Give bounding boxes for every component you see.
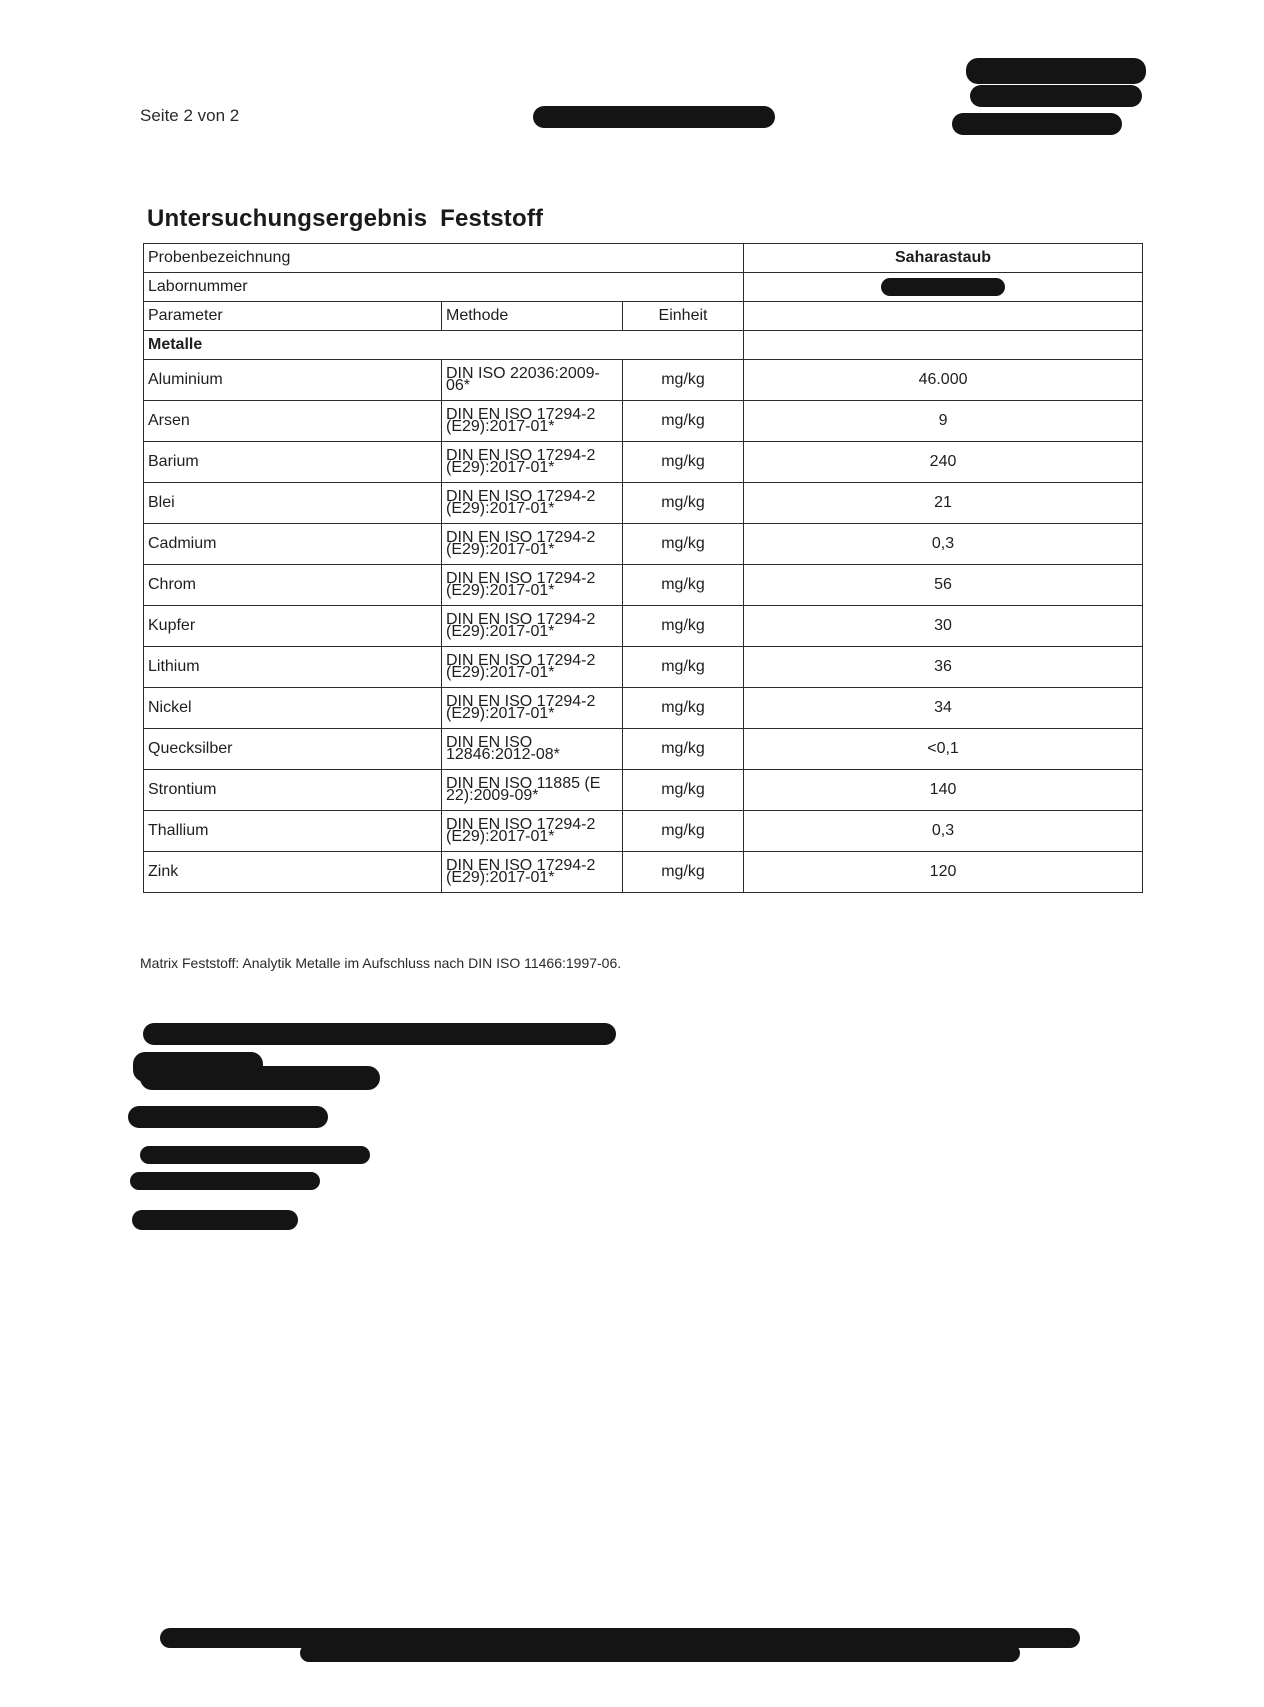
value-cell: <0,1 bbox=[744, 729, 1143, 770]
method-cell: DIN EN ISO 17294-2 (E29):2017-01* bbox=[442, 401, 623, 442]
labnumber-value bbox=[744, 273, 1143, 302]
method-cell: DIN EN ISO 17294-2 (E29):2017-01* bbox=[442, 565, 623, 606]
redaction-mark bbox=[300, 1644, 1020, 1662]
labnumber-label: Labornummer bbox=[144, 273, 744, 302]
section-row bbox=[144, 331, 1143, 360]
param-cell: Barium bbox=[144, 442, 442, 483]
unit-cell: mg/kg bbox=[623, 811, 744, 852]
value-cell: 56 bbox=[744, 565, 1143, 606]
labnumber-row bbox=[144, 273, 1143, 302]
sample-value: Saharastaub bbox=[744, 244, 1143, 273]
unit-cell: mg/kg bbox=[623, 565, 744, 606]
value-cell: 21 bbox=[744, 483, 1143, 524]
method-cell: DIN EN ISO 17294-2 (E29):2017-01* bbox=[442, 852, 623, 893]
value-cell: 0,3 bbox=[744, 524, 1143, 565]
page-number: Seite 2 von 2 bbox=[140, 106, 240, 125]
redaction-mark bbox=[132, 1210, 298, 1230]
param-cell: Zink bbox=[144, 852, 442, 893]
method-cell: DIN EN ISO 17294-2 (E29):2017-01* bbox=[442, 811, 623, 852]
redaction-mark bbox=[128, 1106, 328, 1128]
table-row bbox=[144, 647, 1143, 688]
unit-cell: mg/kg bbox=[623, 360, 744, 401]
value-cell: 30 bbox=[744, 606, 1143, 647]
section-value bbox=[744, 331, 1143, 360]
param-cell: Kupfer bbox=[144, 606, 442, 647]
unit-cell: mg/kg bbox=[623, 483, 744, 524]
column-header-method: Methode bbox=[442, 302, 623, 331]
value-cell: 9 bbox=[744, 401, 1143, 442]
method-cell: DIN EN ISO 17294-2 (E29):2017-01* bbox=[442, 606, 623, 647]
method-cell: DIN EN ISO 17294-2 (E29):2017-01* bbox=[442, 524, 623, 565]
document-title: Untersuchungsergebnis Feststoff bbox=[147, 205, 544, 232]
value-cell: 36 bbox=[744, 647, 1143, 688]
param-cell: Chrom bbox=[144, 565, 442, 606]
value-cell: 240 bbox=[744, 442, 1143, 483]
redaction-mark bbox=[952, 113, 1122, 135]
value-cell: 46.000 bbox=[744, 360, 1143, 401]
column-header-value bbox=[744, 302, 1143, 331]
value-cell: 34 bbox=[744, 688, 1143, 729]
unit-cell: mg/kg bbox=[623, 524, 744, 565]
footnote: Matrix Feststoff: Analytik Metalle im Aufschluss nach DIN ISO 11466:1997-06. bbox=[140, 955, 622, 971]
table-row bbox=[144, 401, 1143, 442]
redaction-mark bbox=[881, 278, 1005, 296]
sample-row bbox=[144, 244, 1143, 273]
unit-cell: mg/kg bbox=[623, 606, 744, 647]
value-cell: 0,3 bbox=[744, 811, 1143, 852]
redaction-mark bbox=[970, 85, 1142, 107]
redaction-mark bbox=[140, 1146, 370, 1164]
param-cell: Cadmium bbox=[144, 524, 442, 565]
sample-label: Probenbezeichnung bbox=[144, 244, 744, 273]
table-row bbox=[144, 524, 1143, 565]
redaction-mark bbox=[966, 58, 1146, 84]
unit-cell: mg/kg bbox=[623, 647, 744, 688]
unit-cell: mg/kg bbox=[623, 401, 744, 442]
method-cell: DIN EN ISO 17294-2 (E29):2017-01* bbox=[442, 442, 623, 483]
table-row bbox=[144, 770, 1143, 811]
results-table bbox=[143, 243, 1143, 893]
table-row bbox=[144, 565, 1143, 606]
column-header-unit: Einheit bbox=[623, 302, 744, 331]
redaction-mark bbox=[533, 106, 775, 128]
unit-cell: mg/kg bbox=[623, 852, 744, 893]
unit-cell: mg/kg bbox=[623, 770, 744, 811]
table-row bbox=[144, 360, 1143, 401]
param-cell: Blei bbox=[144, 483, 442, 524]
table-row bbox=[144, 606, 1143, 647]
param-cell: Arsen bbox=[144, 401, 442, 442]
section-label: Metalle bbox=[144, 331, 744, 360]
unit-cell: mg/kg bbox=[623, 688, 744, 729]
table-row bbox=[144, 729, 1143, 770]
method-cell: DIN EN ISO 17294-2 (E29):2017-01* bbox=[442, 647, 623, 688]
param-cell: Thallium bbox=[144, 811, 442, 852]
value-cell: 120 bbox=[744, 852, 1143, 893]
unit-cell: mg/kg bbox=[623, 442, 744, 483]
param-cell: Nickel bbox=[144, 688, 442, 729]
method-cell: DIN EN ISO 12846:2012-08* bbox=[442, 729, 623, 770]
value-cell: 140 bbox=[744, 770, 1143, 811]
table-row bbox=[144, 483, 1143, 524]
column-header-parameter: Parameter bbox=[144, 302, 442, 331]
param-cell: Strontium bbox=[144, 770, 442, 811]
table-row bbox=[144, 688, 1143, 729]
method-cell: DIN EN ISO 17294-2 (E29):2017-01* bbox=[442, 483, 623, 524]
param-cell: Quecksilber bbox=[144, 729, 442, 770]
column-header-row bbox=[144, 302, 1143, 331]
table-row bbox=[144, 852, 1143, 893]
table-row bbox=[144, 811, 1143, 852]
param-cell: Aluminium bbox=[144, 360, 442, 401]
method-cell: DIN EN ISO 17294-2 (E29):2017-01* bbox=[442, 688, 623, 729]
method-cell: DIN ISO 22036:2009-06* bbox=[442, 360, 623, 401]
method-cell: DIN EN ISO 11885 (E 22):2009-09* bbox=[442, 770, 623, 811]
table-row bbox=[144, 442, 1143, 483]
param-cell: Lithium bbox=[144, 647, 442, 688]
redaction-mark bbox=[143, 1023, 616, 1045]
redaction-mark bbox=[130, 1172, 320, 1190]
redaction-mark bbox=[140, 1066, 380, 1090]
unit-cell: mg/kg bbox=[623, 729, 744, 770]
